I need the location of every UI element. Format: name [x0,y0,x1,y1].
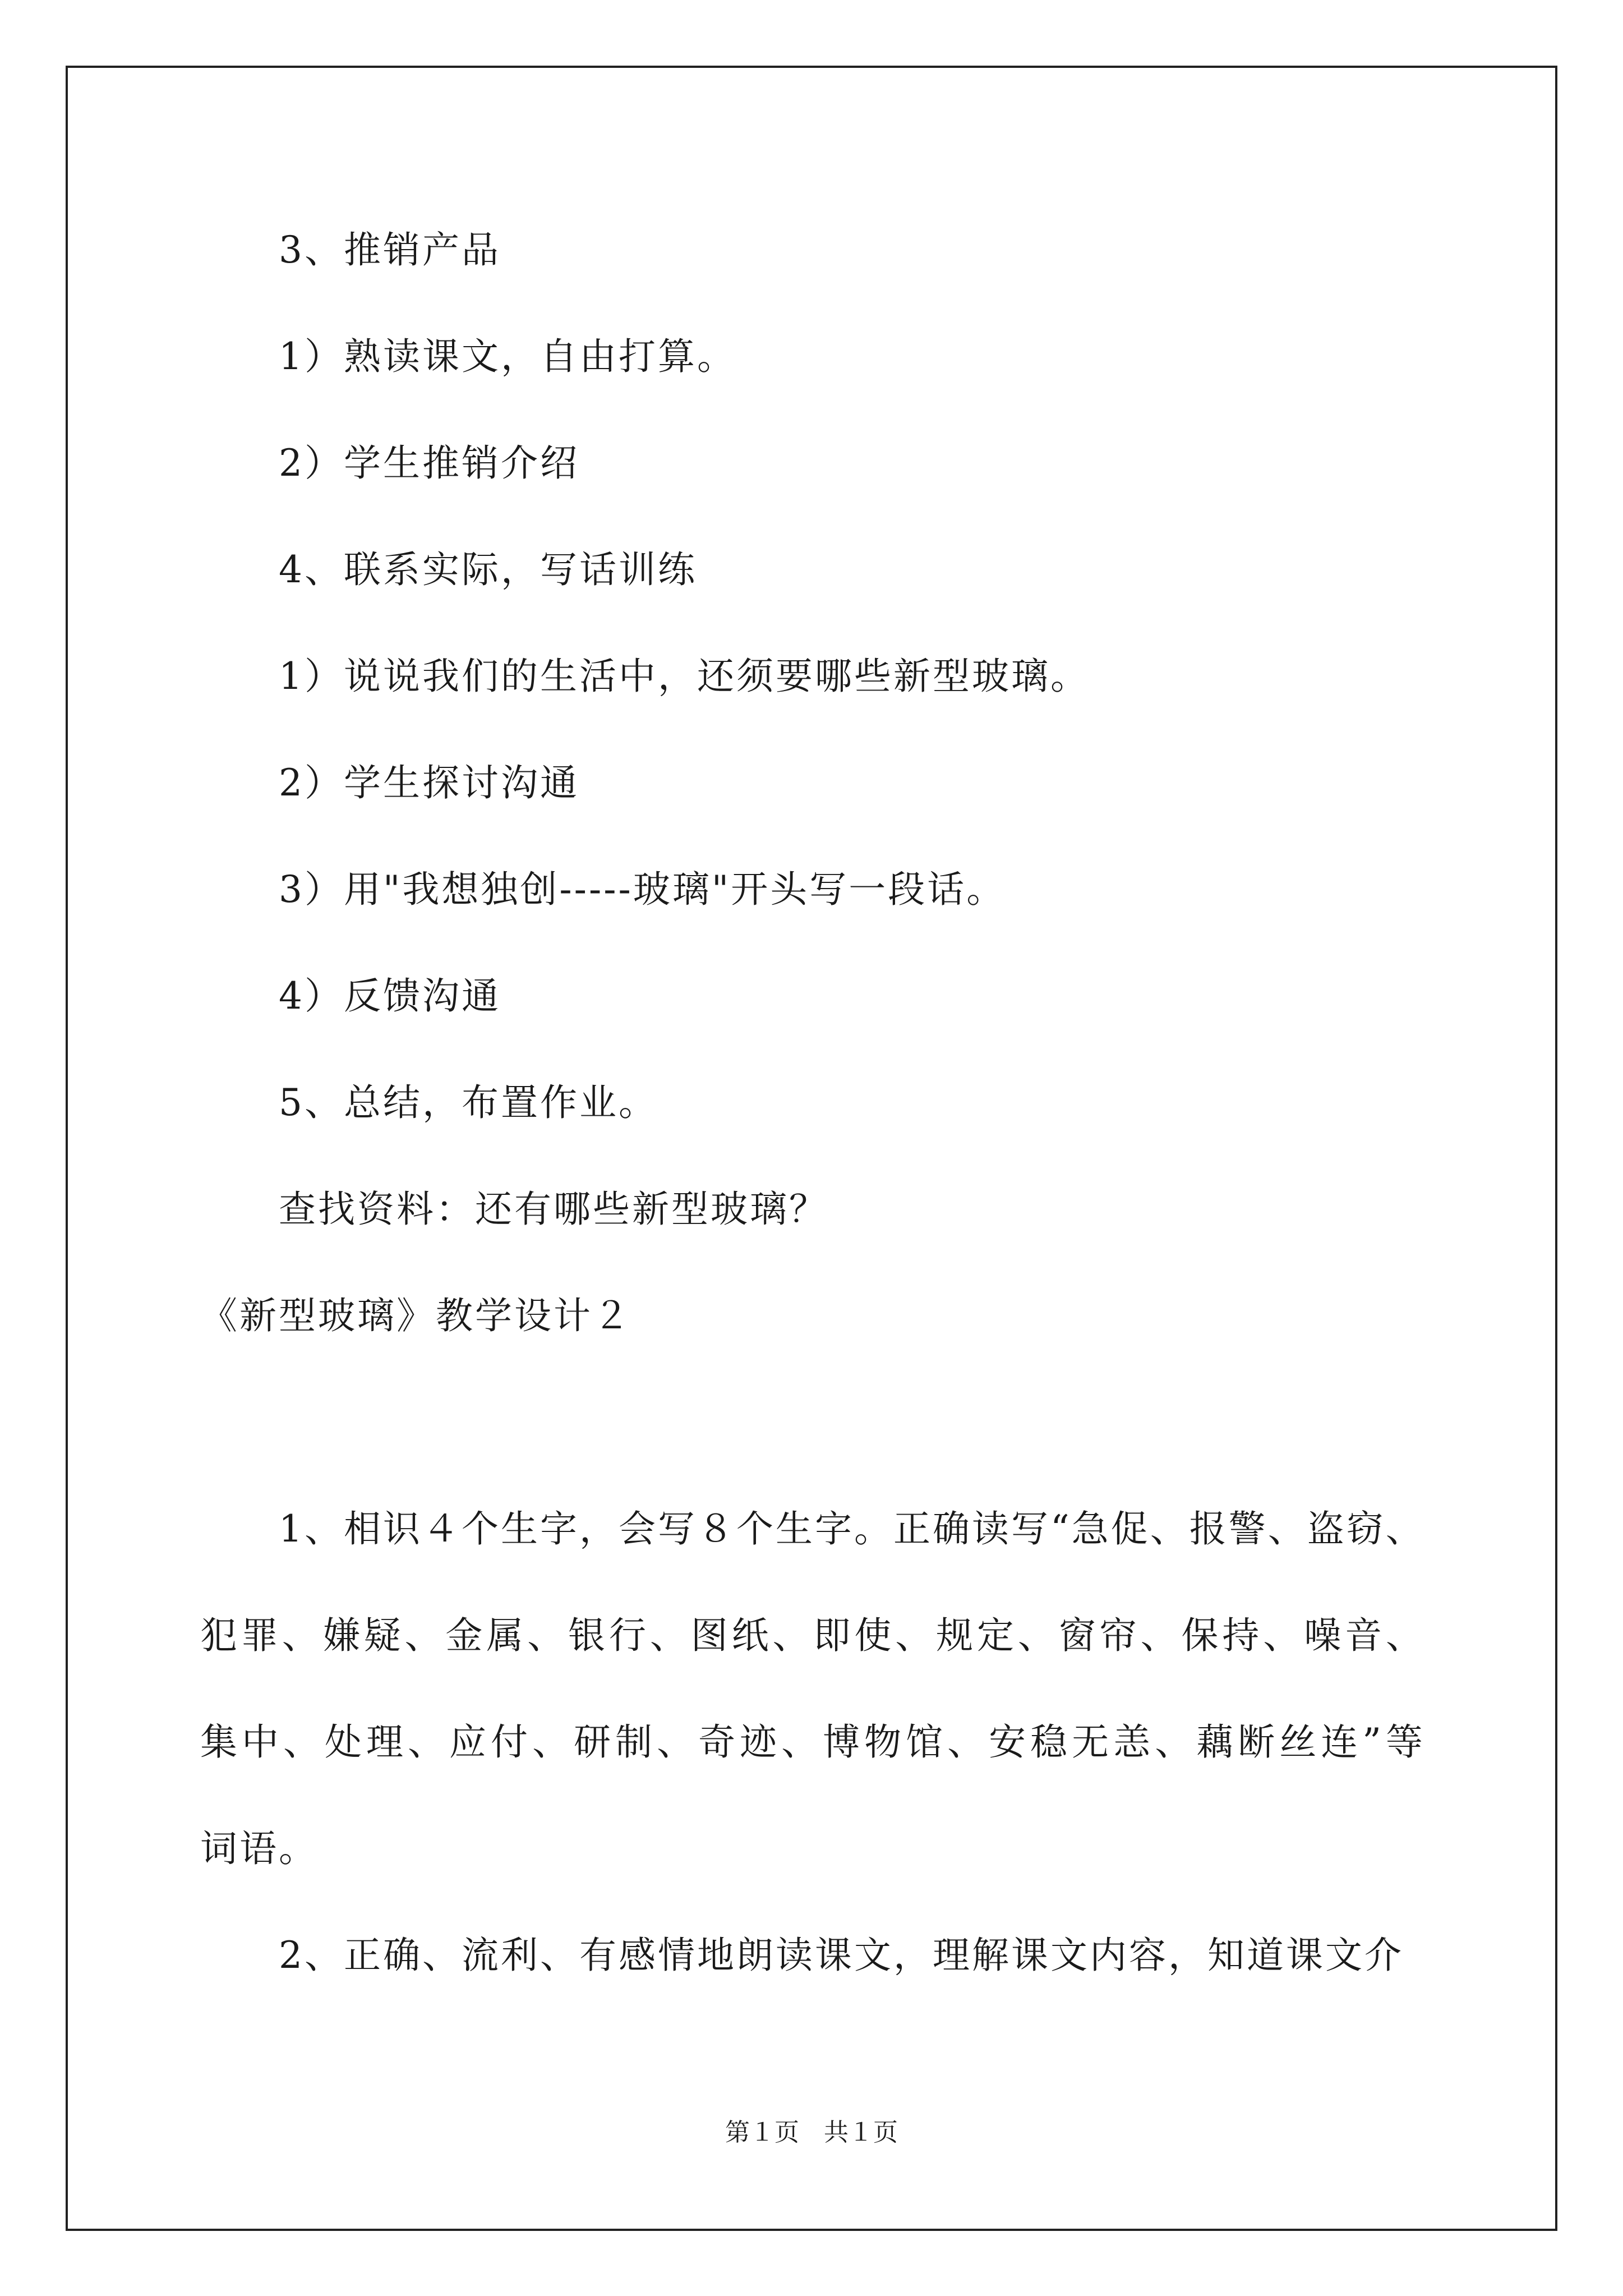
page-border [66,66,1557,2231]
section-heading: 《新型玻璃》教学设计２ [200,1294,632,1337]
text-line: 1）说说我们的生活中，还须要哪些新型玻璃。 [279,655,1090,698]
text-line: 3）用"我想独创-----玻璃"开头写一段话。 [279,868,1006,911]
paragraph-line: 犯罪、嫌疑、金属、银行、图纸、即使、规定、窗帘、保持、噪音、 [200,1614,1423,1657]
paragraph-line: 2、正确、流利、有感情地朗读课文，理解课文内容，知道课文介 [279,1934,1404,1977]
text-line: 查找资料：还有哪些新型玻璃？ [279,1188,828,1231]
text-line: 2）学生探讨沟通 [279,761,579,804]
text-line: 4、联系实际，写话训练 [279,548,697,591]
text-line: 3、推销产品 [279,228,501,272]
text-line: 4）反馈沟通 [279,974,501,1018]
text-line: 5、总结，布置作业。 [279,1081,658,1124]
text-line: 1）熟读课文，自由打算。 [279,335,736,378]
paragraph-line: 词语。 [200,1827,318,1870]
text-line: 2）学生推销介绍 [279,441,579,485]
page-indicator: 第１页 共１页 [725,2119,898,2146]
paragraph-line: 1、相识４个生字，会写８个生字。正确读写“急促、报警、盗窃、 [279,1507,1425,1550]
paragraph-line: 集中、处理、应付、研制、奇迹、博物馆、安稳无恙、藕断丝连”等 [200,1720,1423,1764]
